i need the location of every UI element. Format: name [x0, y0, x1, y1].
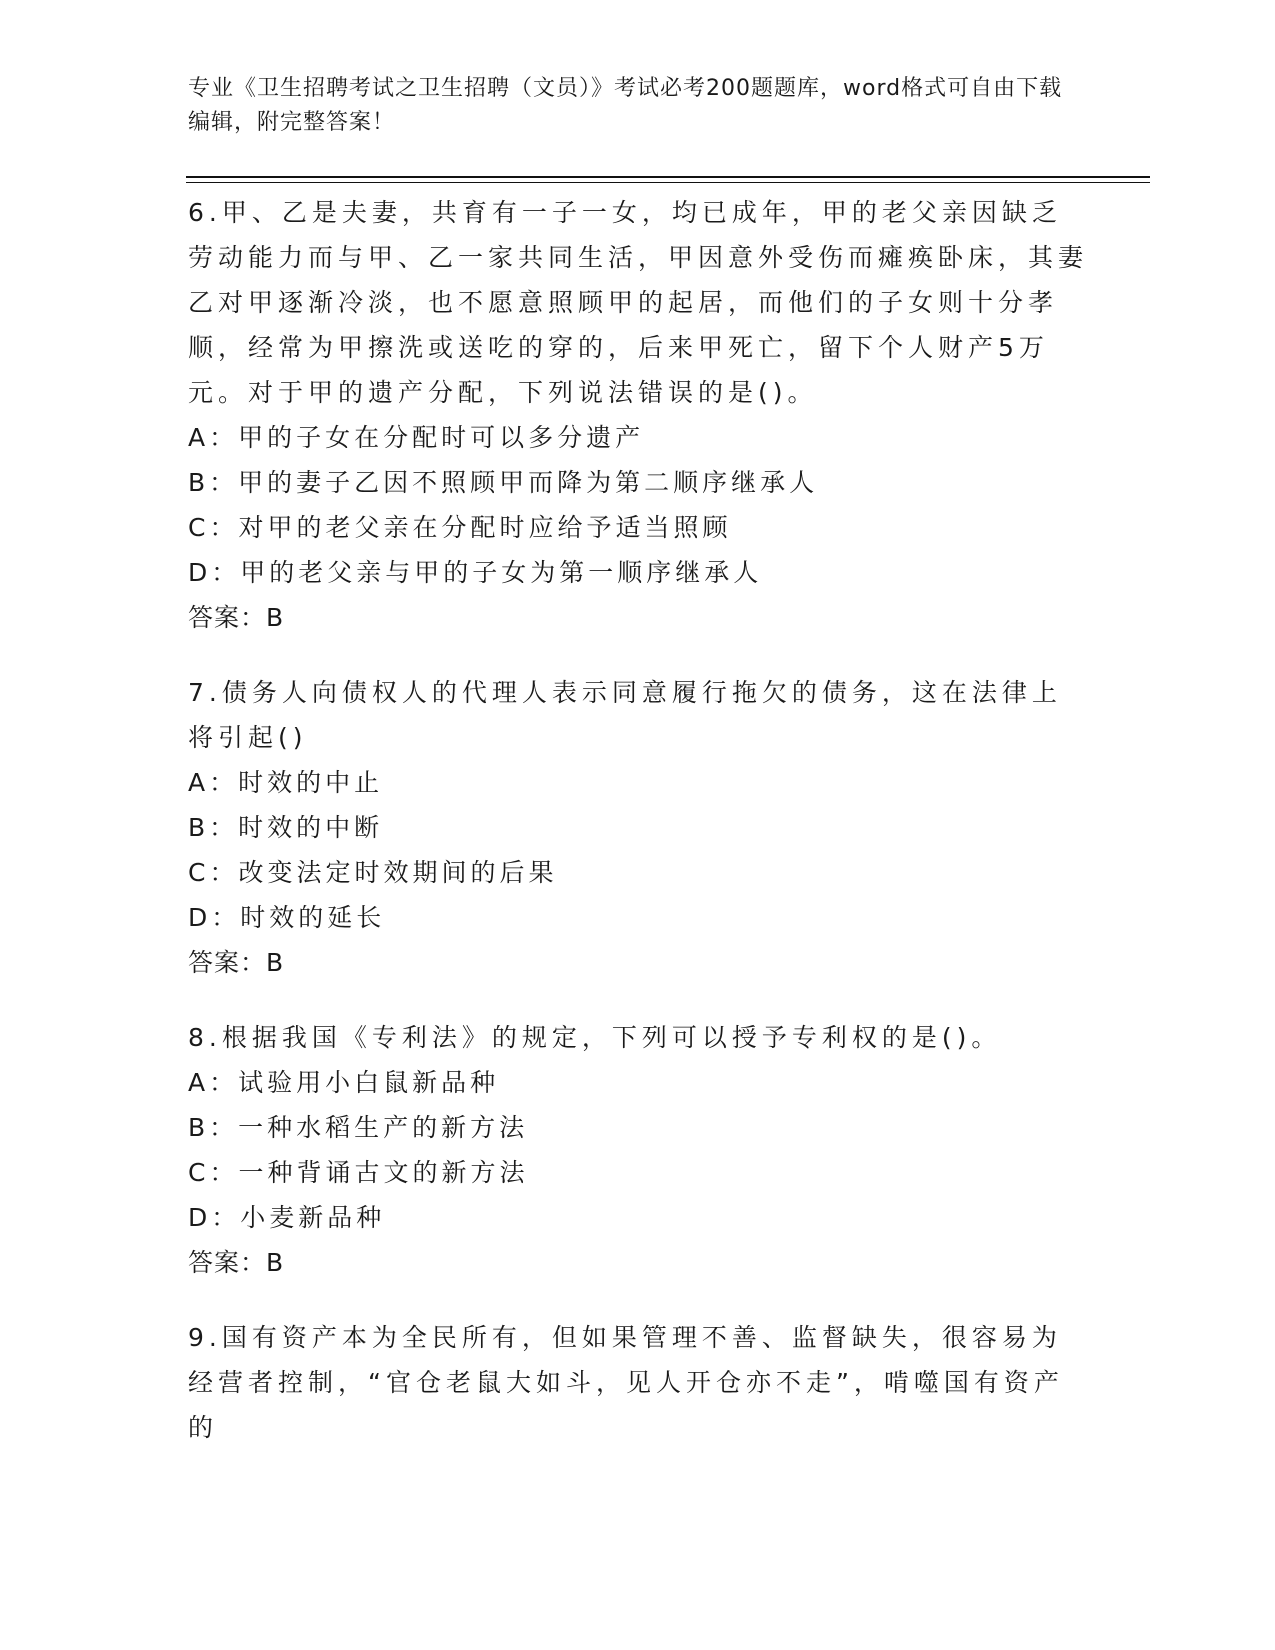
option-d: D：时效的延长	[188, 903, 386, 932]
header-divider-thick	[186, 176, 1150, 178]
question-stem: 8.根据我国《专利法》的规定，下列可以授予专利权的是()。	[188, 1023, 1002, 1052]
option-b: B：一种水稻生产的新方法	[188, 1113, 529, 1142]
question-stem: 7.债务人向债权人的代理人表示同意履行拖欠的债务，这在法律上将引起()	[188, 678, 1062, 752]
option-b: B：时效的中断	[188, 813, 384, 842]
question-6	[188, 190, 1088, 640]
option-d: D：甲的老父亲与甲的子女为第一顺序继承人	[188, 558, 763, 587]
question-list	[188, 190, 1088, 1480]
answer-line: 答案：B	[188, 1248, 285, 1277]
option-a: A：甲的子女在分配时可以多分遗产	[188, 423, 645, 452]
answer-line: 答案：B	[188, 948, 285, 977]
option-c: C：一种背诵古文的新方法	[188, 1158, 529, 1187]
question-9	[188, 1315, 1088, 1450]
option-b: B：甲的妻子乙因不照顾甲而降为第二顺序继承人	[188, 468, 819, 497]
question-stem: 9.国有资产本为全民所有，但如果管理不善、监督缺失，很容易为经营者控制，“官仓老鼠大如斗，见人开仓亦不走”，啃噬国有资产的	[188, 1323, 1064, 1442]
option-c: C：对甲的老父亲在分配时应给予适当照顾	[188, 513, 732, 542]
question-8	[188, 1015, 1088, 1285]
document-header: 专业《卫生招聘考试之卫生招聘（文员）》考试必考200题题库，word格式可自由下载编辑，附完整答案！	[188, 76, 1063, 135]
option-c: C：改变法定时效期间的后果	[188, 858, 558, 887]
option-a: A：试验用小白鼠新品种	[188, 1068, 500, 1097]
question-stem: 6.甲、乙是夫妻，共育有一子一女，均已成年，甲的老父亲因缺乏劳动能力而与甲、乙一家共同生活，甲因意外受伤而瘫痪卧床，其妻乙对甲逐渐冷淡，也不愿意照顾甲的起居，而他们的子女则十分孝顺，经常为甲擦洗或送吃的穿的，后来甲死亡，留下个人财产5万元。对于甲的遗产分配，下列说法错误的是()。	[188, 198, 1089, 407]
option-a: A：时效的中止	[188, 768, 384, 797]
header-divider-thin	[186, 182, 1150, 183]
answer-line: 答案：B	[188, 603, 285, 632]
option-d: D：小麦新品种	[188, 1203, 386, 1232]
question-7	[188, 670, 1088, 985]
